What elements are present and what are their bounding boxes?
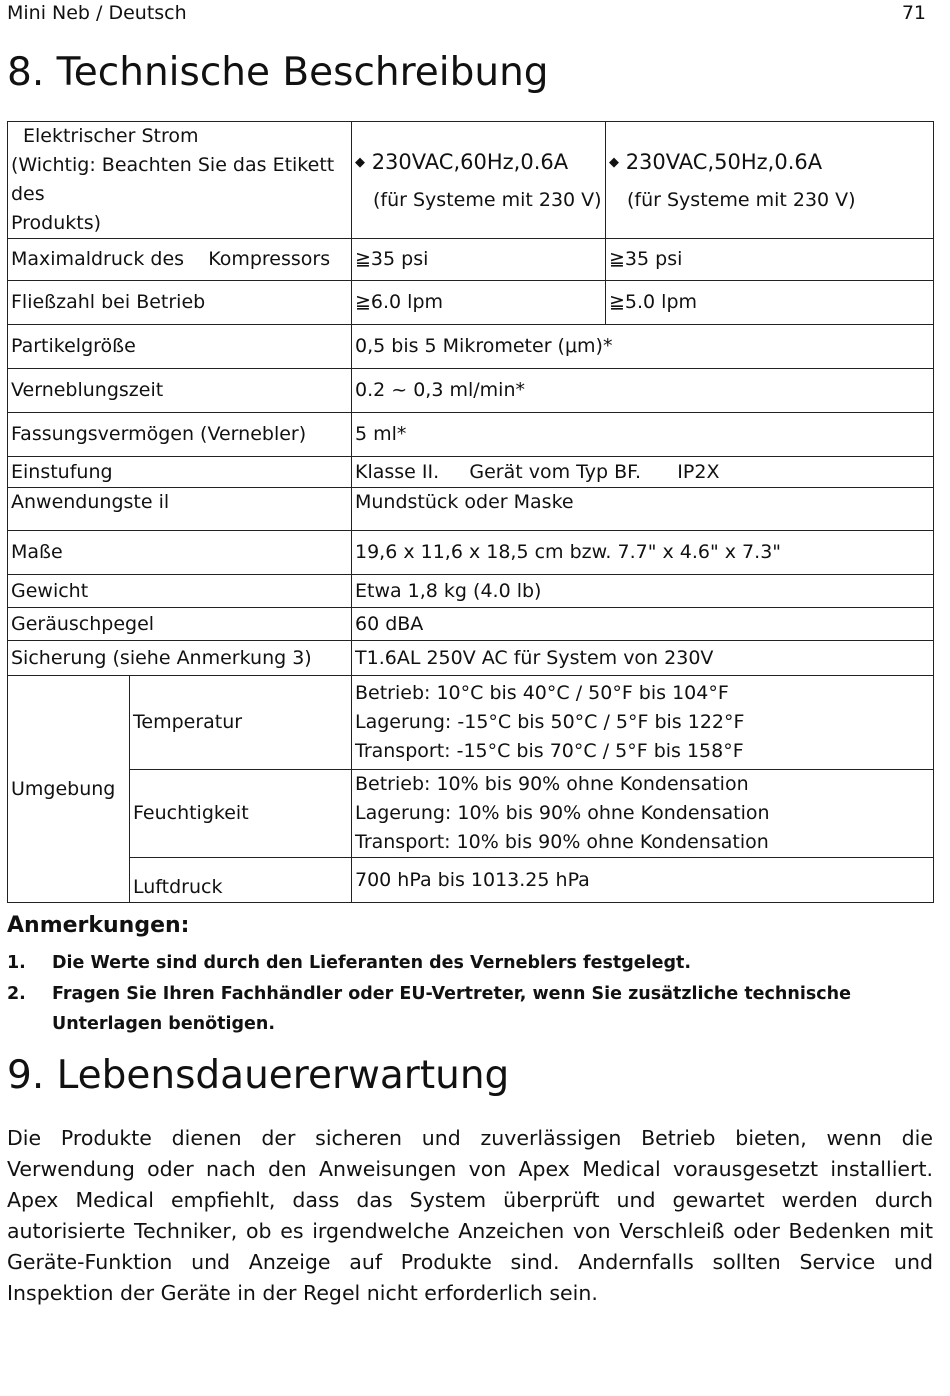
max-pressure-label: Maximaldruck des Kompressors	[8, 239, 352, 281]
diamond-bullet-icon: ◆	[355, 154, 365, 170]
weight-value: Etwa 1,8 kg (4.0 lb)	[352, 575, 934, 608]
power-option-b	[606, 122, 934, 239]
classification-value: Klasse II. Gerät vom Typ BF. IP2X	[352, 457, 934, 488]
temperature-storage: Lagerung: -15°C bis 50°C / 5°F bis 122°F	[355, 711, 745, 733]
table-row	[8, 281, 934, 325]
table-row	[8, 239, 934, 281]
power-label-line3: Produkts)	[11, 212, 102, 234]
noise-value: 60 dBA	[352, 608, 934, 641]
lifetime-paragraph: Die Produkte dienen der sicheren und zuverlässigen Betrieb bieten, wenn die Verwendung oder nach den Anweisungen von Apex Medical vorausgesetzt installiert. Apex Medical empfiehlt, dass das System überprüft und gewartet werden durch autorisierte Techniker, ob es irgendwelche Anzeichen von Verschleiß oder Bedenken mit Geräte-Funktion und Anzeige auf Produkte sind. Andernfalls sollten Service und Inspektion der Geräte in der Regel nicht erforderlich sein.	[7, 1126, 933, 1305]
temperature-operation: Betrieb: 10°C bis 40°C / 50°F bis 104°F	[355, 682, 729, 704]
table-row	[8, 676, 934, 770]
table-row	[8, 531, 934, 575]
fuse-label: Sicherung (siehe Anmerkung 3)	[8, 641, 352, 676]
table-row	[8, 770, 934, 858]
max-pressure-b: ≧35 psi	[606, 239, 934, 281]
temperature-label: Temperatur	[130, 676, 352, 770]
weight-label: Gewicht	[8, 575, 352, 608]
humidity-storage: Lagerung: 10% bis 90% ohne Kondensation	[355, 802, 770, 824]
particle-label: Partikelgröße	[8, 325, 352, 369]
fuse-value: T1.6AL 250V AC für System von 230V	[352, 641, 934, 676]
notes-list	[7, 948, 907, 1040]
humidity-operation: Betrieb: 10% bis 90% ohne Kondensation	[355, 773, 749, 795]
humidity-label: Feuchtigkeit	[130, 770, 352, 858]
list-item	[7, 979, 907, 1039]
power-label-line2: (Wichtig: Beachten Sie das Etikett des	[11, 154, 335, 205]
table-row	[8, 608, 934, 641]
nebulization-value: 0.2 ~ 0,3 ml/min*	[352, 369, 934, 413]
note-text: Die Werte sind durch den Lieferanten des Verneblers festgelegt.	[52, 953, 692, 973]
noise-label: Geräuschpegel	[8, 608, 352, 641]
capacity-label: Fassungsvermögen (Vernebler)	[8, 413, 352, 457]
table-row	[8, 457, 934, 488]
table-row	[8, 122, 934, 239]
notes-heading: Anmerkungen:	[7, 913, 190, 938]
table-row	[8, 575, 934, 608]
note-number: 2.	[7, 984, 26, 1004]
power-label-line1: Elektrischer Strom	[23, 125, 199, 147]
note-text: Fragen Sie Ihren Fachhändler oder EU-Vertreter, wenn Sie zusätzliche technische Unterlagen benötigen.	[52, 984, 851, 1034]
dimensions-value: 19,6 x 11,6 x 18,5 cm bzw. 7.7" x 4.6" x 7.3"	[352, 531, 934, 575]
applied-part-value: Mundstück oder Maske	[352, 488, 934, 531]
table-row	[8, 413, 934, 457]
power-b-value: 230VAC,50Hz,0.6A	[625, 149, 823, 174]
table-row	[8, 325, 934, 369]
power-option-a	[352, 122, 606, 239]
flow-b: ≧5.0 lpm	[606, 281, 934, 325]
spec-table	[7, 121, 934, 903]
header-title: Mini Neb / Deutsch	[7, 2, 187, 24]
air-pressure-label: Luftdruck	[130, 858, 352, 903]
section-8-title: 8. Technische Beschreibung	[7, 50, 549, 95]
air-pressure-value: 700 hPa bis 1013.25 hPa	[352, 858, 934, 903]
temperature-transport: Transport: -15°C bis 70°C / 5°F bis 158°F	[355, 740, 744, 762]
humidity-values	[352, 770, 934, 858]
flow-label: Fließzahl bei Betrieb	[8, 281, 352, 325]
diamond-bullet-icon: ◆	[609, 154, 619, 170]
dimensions-label: Maße	[8, 531, 352, 575]
table-row	[8, 369, 934, 413]
classification-label: Einstufung	[8, 457, 352, 488]
power-b-note: (für Systeme mit 230 V)	[627, 188, 856, 211]
humidity-transport: Transport: 10% bis 90% ohne Kondensation	[355, 831, 769, 853]
particle-value: 0,5 bis 5 Mikrometer (μm)*	[352, 325, 934, 369]
environment-label: Umgebung	[8, 676, 130, 903]
table-row	[8, 488, 934, 531]
section-9-title: 9. Lebensdauererwartung	[7, 1053, 510, 1098]
power-a-note: (für Systeme mit 230 V)	[373, 188, 602, 211]
flow-a: ≧6.0 lpm	[352, 281, 606, 325]
page-header	[7, 2, 936, 24]
nebulization-label: Verneblungszeit	[8, 369, 352, 413]
table-row	[8, 641, 934, 676]
temperature-values	[352, 676, 934, 770]
list-item	[7, 948, 907, 978]
max-pressure-a: ≧35 psi	[352, 239, 606, 281]
power-a-value: 230VAC,60Hz,0.6A	[371, 149, 569, 174]
page-number: 71	[901, 2, 926, 24]
capacity-value: 5 ml*	[352, 413, 934, 457]
power-label-cell	[8, 122, 352, 239]
applied-part-label: Anwendungste il	[8, 488, 352, 531]
note-number: 1.	[7, 953, 26, 973]
table-row	[8, 858, 934, 903]
